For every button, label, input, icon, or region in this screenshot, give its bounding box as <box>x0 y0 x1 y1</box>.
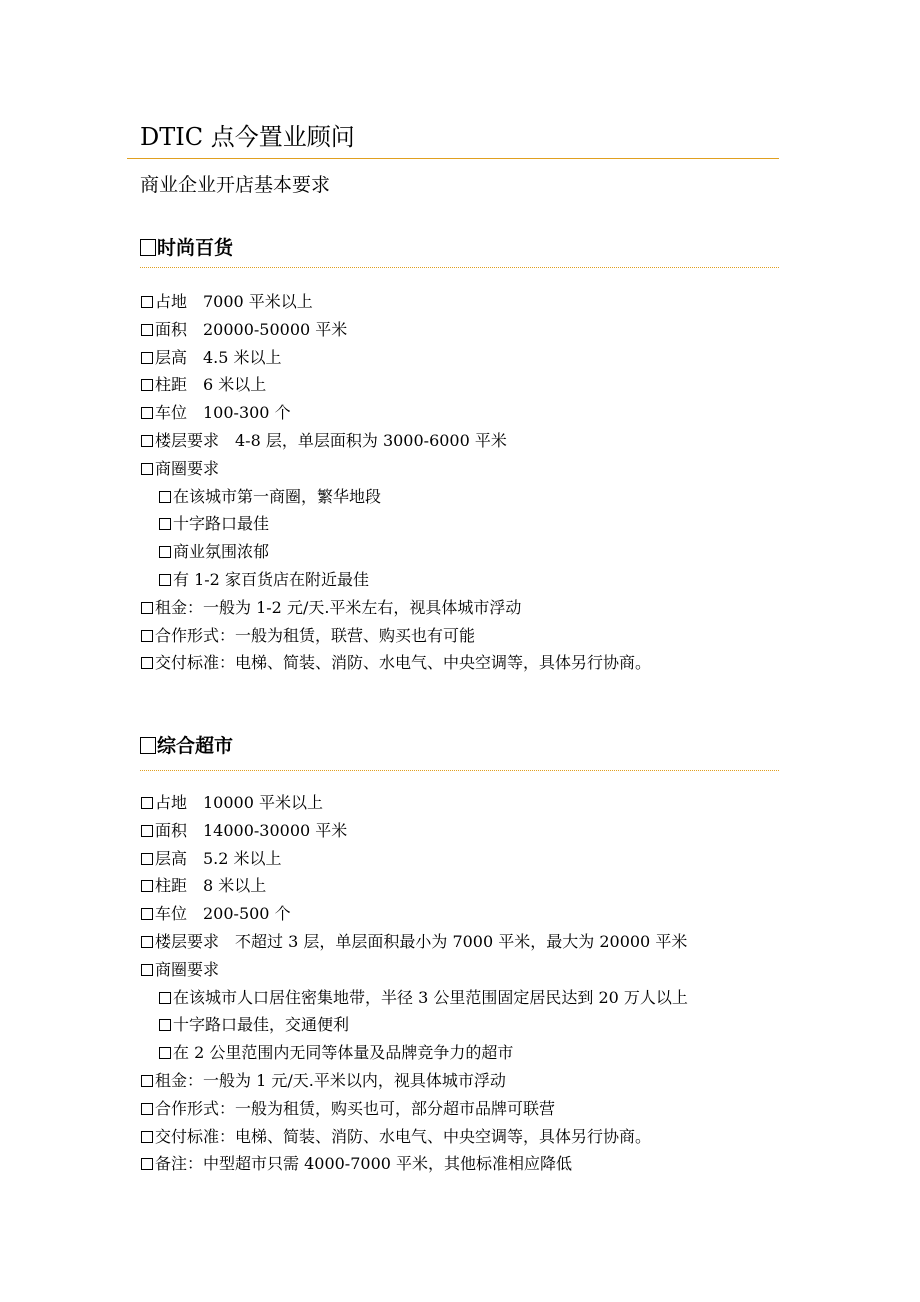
item-text: 交付标准：电梯、简装、消防、水电气、中央空调等，具体另行协商。 <box>155 653 652 673</box>
checkbox-icon <box>141 1075 153 1087</box>
item-text: 柱距 8 米以上 <box>155 876 267 896</box>
document-subtitle: 商业企业开店基本要求 <box>140 174 331 196</box>
document-title: DTIC 点今置业顾问 <box>140 123 355 151</box>
item-text: 合作形式：一般为租赁，购买也可，部分超市品牌可联营 <box>155 1098 556 1118</box>
checkbox-icon <box>141 463 153 475</box>
item-text: 在该城市第一商圈，繁华地段 <box>173 486 382 506</box>
checkbox-icon <box>141 797 153 809</box>
checkbox-icon <box>159 992 171 1004</box>
list-sub-item <box>141 566 651 594</box>
checkbox-icon <box>141 964 153 976</box>
checkbox-icon <box>159 574 171 586</box>
list-item <box>141 455 651 483</box>
section-divider <box>140 267 779 268</box>
item-text: 有 1-2 家百货店在附近最佳 <box>173 569 369 589</box>
item-text: 面积 14000-30000 平米 <box>155 820 348 840</box>
list-item <box>141 789 688 817</box>
list-item <box>141 371 651 399</box>
checkbox-icon <box>141 352 153 364</box>
item-text: 在 2 公里范围内无同等体量及品牌竞争力的超市 <box>173 1043 514 1063</box>
item-text: 商圈要求 <box>155 458 220 478</box>
item-text: 面积 20000-50000 平米 <box>155 319 348 339</box>
checkbox-icon <box>159 491 171 503</box>
requirement-list-supermarket <box>141 789 688 1178</box>
item-text: 层高 4.5 米以上 <box>155 347 282 367</box>
item-text: 楼层要求 4-8 层，单层面积为 3000-6000 平米 <box>155 430 507 450</box>
item-text: 商圈要求 <box>155 959 220 979</box>
list-item <box>141 1123 688 1151</box>
item-text: 占地 7000 平米以上 <box>155 292 313 311</box>
checkbox-icon <box>141 825 153 837</box>
checkbox-icon <box>141 853 153 865</box>
item-text: 租金：一般为 1-2 元/天.平米左右，视具体城市浮动 <box>155 597 522 617</box>
item-text: 合作形式：一般为租赁，联营、购买也有可能 <box>155 625 476 645</box>
title-divider <box>127 158 779 159</box>
list-item <box>141 1095 688 1123</box>
checkbox-icon <box>141 1158 153 1170</box>
checkbox-icon <box>159 518 171 530</box>
item-text: 十字路口最佳，交通便利 <box>173 1015 350 1035</box>
checkbox-icon <box>141 630 153 642</box>
list-item <box>141 344 651 372</box>
checkbox-icon <box>141 379 153 391</box>
list-item <box>141 649 651 677</box>
checkbox-icon <box>141 296 153 308</box>
list-item <box>141 427 651 455</box>
checkbox-icon <box>141 407 153 419</box>
item-text: 车位 100-300 个 <box>155 403 291 423</box>
section-divider <box>140 770 779 771</box>
list-item <box>141 1150 688 1178</box>
list-sub-item <box>141 1011 688 1039</box>
checkbox-icon <box>140 737 156 754</box>
item-text: 占地 10000 平米以上 <box>155 793 323 812</box>
item-text: 车位 200-500 个 <box>155 904 291 924</box>
checkbox-icon <box>159 1019 171 1031</box>
list-sub-item <box>141 538 651 566</box>
item-text: 租金：一般为 1 元/天.平米以内，视具体城市浮动 <box>155 1070 506 1090</box>
list-sub-item <box>141 510 651 538</box>
list-item <box>141 956 688 984</box>
item-text: 十字路口最佳 <box>173 514 270 534</box>
section-heading-department-store <box>140 235 233 261</box>
item-text: 交付标准：电梯、简装、消防、水电气、中央空调等，具体另行协商。 <box>155 1126 652 1146</box>
list-item <box>141 622 651 650</box>
list-item <box>141 594 651 622</box>
list-item <box>141 928 688 956</box>
checkbox-icon <box>141 936 153 948</box>
checkbox-icon <box>140 239 156 256</box>
list-item <box>141 399 651 427</box>
list-item <box>141 288 651 316</box>
checkbox-icon <box>159 1047 171 1059</box>
list-sub-item <box>141 483 651 511</box>
list-item <box>141 817 688 845</box>
item-text: 层高 5.2 米以上 <box>155 848 282 868</box>
section-heading-label: 时尚百货 <box>157 237 234 259</box>
section-heading-supermarket <box>140 733 233 759</box>
item-text: 商业氛围浓郁 <box>173 542 270 562</box>
section-heading-label: 综合超市 <box>157 735 234 757</box>
list-sub-item <box>141 1039 688 1067</box>
list-item <box>141 900 688 928</box>
checkbox-icon <box>141 324 153 336</box>
item-text: 柱距 6 米以上 <box>155 375 267 395</box>
checkbox-icon <box>141 1103 153 1115</box>
checkbox-icon <box>141 657 153 669</box>
list-item <box>141 316 651 344</box>
checkbox-icon <box>141 602 153 614</box>
checkbox-icon <box>159 546 171 558</box>
item-text: 在该城市人口居住密集地带，半径 3 公里范围固定居民达到 20 万人以上 <box>173 987 688 1007</box>
checkbox-icon <box>141 880 153 892</box>
checkbox-icon <box>141 1131 153 1143</box>
requirement-list-department-store <box>141 288 651 677</box>
list-sub-item <box>141 984 688 1012</box>
list-item <box>141 1067 688 1095</box>
item-text: 备注：中型超市只需 4000-7000 平米，其他标准相应降低 <box>155 1154 573 1174</box>
list-item <box>141 845 688 873</box>
list-item <box>141 872 688 900</box>
checkbox-icon <box>141 908 153 920</box>
item-text: 楼层要求 不超过 3 层，单层面积最小为 7000 平米，最大为 20000 平米 <box>155 931 688 951</box>
checkbox-icon <box>141 435 153 447</box>
